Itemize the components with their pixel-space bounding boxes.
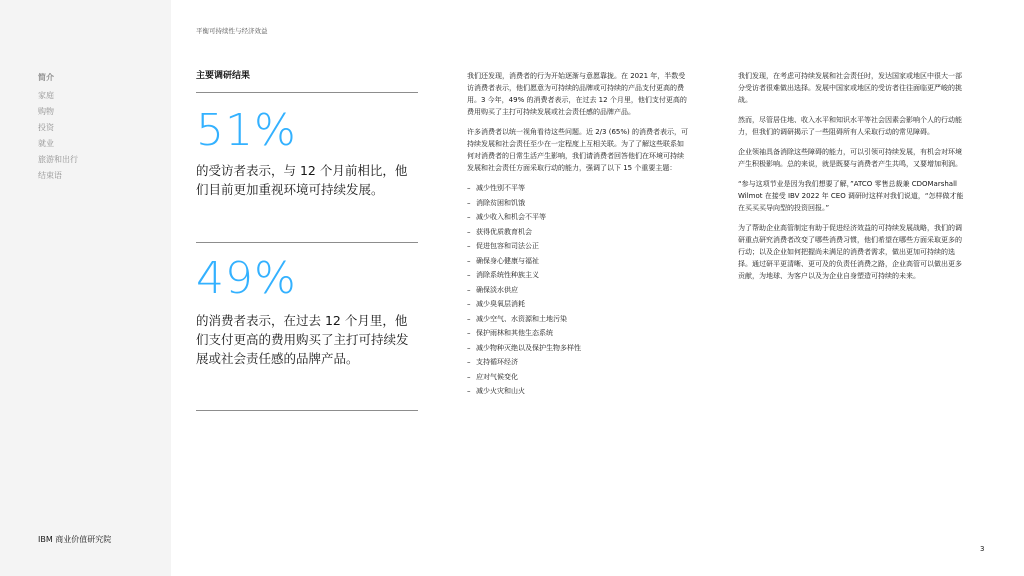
list-item: – 获得优质教育机会 [467,226,689,238]
topic-list [467,182,689,397]
list-item: – 减少性别不平等 [467,182,689,194]
stat-number-49: 49% [196,253,297,304]
nav-item-conclusion[interactable]: 结束语 [38,171,62,180]
nav-item-shopping[interactable]: 购物 [38,107,54,116]
list-item: – 促进包容和司法公正 [467,240,689,252]
nav-item-home[interactable]: 家庭 [38,91,54,100]
stat-text-51: 的受访者表示，与 12 个月前相比，他们目前更加重视环境可持续发展。 [196,163,408,197]
list-item: – 减少臭氧层消耗 [467,298,689,310]
stat-text-49: 的消费者表示，在过去 12 个月里，他们支付更高的费用购买了主打可持续发展或社会责任感的品牌产品。 [196,313,409,366]
list-item: – 减少物种灭绝以及保护生物多样性 [467,342,689,354]
paragraph: 企业领袖具备消除这些障碍的能力，可以引领可持续发展，有机会对环境产生积极影响。总的来说，就是既要与消费者产生共鸣，又要增加利润。 [738,148,962,168]
running-head: 平衡可持续性与经济效益 [196,27,268,35]
list-item: – 减少收入和机会不平等 [467,211,689,223]
divider [196,92,418,93]
nav-item-intro[interactable]: 简介 [38,73,54,82]
sidebar-nav [0,0,171,576]
list-item: – 消除系统性种族主义 [467,269,689,281]
nav-item-travel[interactable]: 旅游和出行 [38,155,78,164]
list-item: – 确保身心健康与福祉 [467,255,689,267]
list-item: – 保护雨林和其他生态系统 [467,327,689,339]
paragraph: 我们还发现，消费者的行为开始逐渐与意愿靠拢。在 2021 年，半数受访消费者表示，他们愿意为可持续的品牌或可持续的产品支付更高的费用。3 今年，49% 的消费者表示，在过去 12 个月里，他们支付更高的费用购买了主打可持续发展或社会责任感的品牌产品。 [467,72,687,116]
nav-item-investing[interactable]: 投资 [38,123,54,132]
findings-title: 主要调研结果 [196,71,251,81]
list-item: – 支持循环经济 [467,356,689,368]
list-item: – 减少空气、水资源和土地污染 [467,313,689,325]
list-item: – 减少火灾和山火 [467,385,689,397]
list-item: – 确保淡水供应 [467,284,689,296]
paragraph: 我们发现，在考虑可持续发展和社会责任时，发达国家或地区中很大一部分受访者很难做出选择。发展中国家或地区的受访者往往面临更严峻的挑战。 [738,72,962,104]
divider [196,242,418,243]
paragraph: 为了帮助企业高管制定有助于促进经济效益的可持续发展战略，我们的调研重点研究消费者改变了哪些消费习惯，他们希望在哪些方面采取更多的行动；以及企业如何把握尚未满足的消费者需求，做出更加可持续的选择。通过研平更清晰、更可及的负责任消费之路，企业高管可以做出更多贡献，为地球、为客户以及为企业自身塑造可持续的未来。 [738,224,962,280]
body-column-3 [738,70,964,290]
list-item: – 应对气候变化 [467,371,689,383]
nav-item-employment[interactable]: 就业 [38,139,54,148]
quote-paragraph: “参与这项节业是因为我们想要了解，”ATCO 零售总裁兼 CDOMarshall Wilmot 在接受 IBV 2022 年 CEO 调研时这样对我们说道，“怎样做才能在买买买导向型的投资回报。” [738,180,964,212]
list-item: – 消除贫困和饥饿 [467,197,689,209]
paragraph: 然而，尽管居住地、收入水平和知识水平等社会因素会影响个人的行动能力，但我们的调研揭示了一些阻碍所有人采取行动的常见障碍。 [738,116,962,136]
brand-label: IBM 商业价值研究院 [38,535,112,544]
stat-number-51: 51% [196,105,297,156]
body-column-2 [467,70,689,400]
divider [196,410,418,411]
page-number: 3 [980,545,985,553]
key-findings [196,70,418,411]
paragraph: 许多消费者以统一视角看待这些问题。近 2/3 (65%) 的消费者表示，可持续发展和社会责任至少在一定程度上互相关联。为了了解这些联系如何对消费者的日常生活产生影响，我们请消费者回答他们在环境可持续发展和社会责任方面采取行动的能力，强调了以下 15 个重要主题： [467,128,688,172]
section-nav [38,70,78,184]
